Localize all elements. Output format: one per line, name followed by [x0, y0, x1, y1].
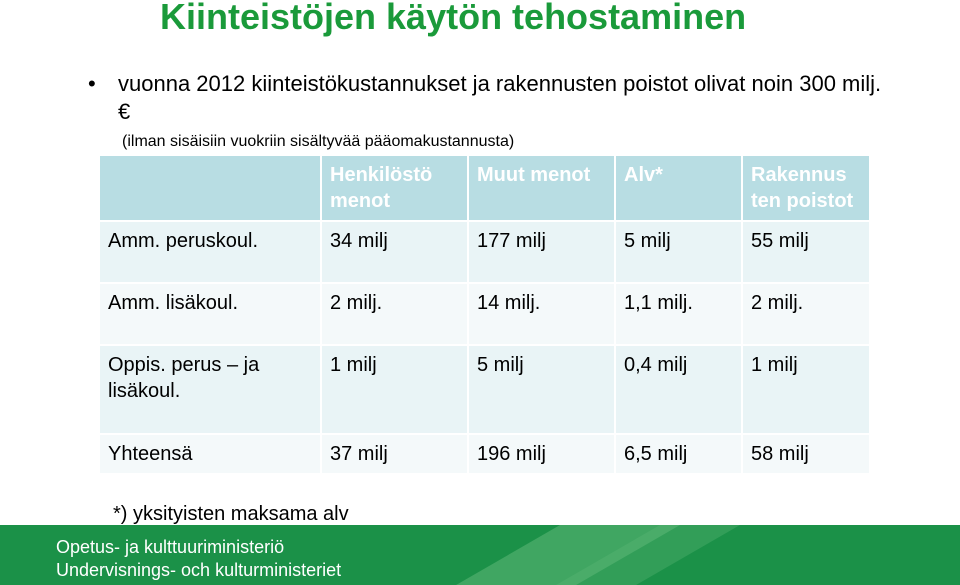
- ministry-name-sv: Undervisnings- och kulturministeriet: [56, 560, 342, 580]
- header-depreciation: Rakennus ten poistot: [743, 156, 869, 220]
- table-cell: 55 milj: [743, 222, 869, 282]
- table-cell: 14 milj.: [469, 284, 614, 344]
- table-cell: 1 milj: [743, 346, 869, 433]
- bullet-subnote: (ilman sisäisiin vuokriin sisältyvää pääomakustannusta): [122, 133, 515, 150]
- row-label: Oppis. perus – ja lisäkoul.: [100, 346, 320, 433]
- header-corner: [100, 156, 320, 220]
- table-cell: 6,5 milj: [616, 435, 741, 473]
- table-cell: 2 milj.: [743, 284, 869, 344]
- table-cell: 1,1 milj.: [616, 284, 741, 344]
- cost-table: [98, 154, 871, 475]
- ministry-name-fi: Opetus- ja kulttuuriministeriö: [56, 537, 285, 557]
- row-label: Amm. lisäkoul.: [100, 284, 320, 344]
- table-cell: 177 milj: [469, 222, 614, 282]
- footnote: *) yksityisten maksama alv: [113, 503, 349, 525]
- table-cell: 5 milj: [616, 222, 741, 282]
- row-label: Amm. peruskoul.: [100, 222, 320, 282]
- table-cell: 1 milj: [322, 346, 467, 433]
- table-cell: 58 milj: [743, 435, 869, 473]
- table-row: [100, 284, 869, 344]
- slide-title: Kiinteistöjen käytön tehostaminen: [160, 0, 747, 37]
- table-row-total: [100, 435, 869, 473]
- table-cell: 34 milj: [322, 222, 467, 282]
- table-cell: 0,4 milj: [616, 346, 741, 433]
- table-cell: 196 milj: [469, 435, 614, 473]
- bullet-text: vuonna 2012 kiinteistökustannukset ja rakennusten poistot olivat noin 300 milj. €: [118, 71, 882, 124]
- header-other-costs: Muut menot: [469, 156, 614, 220]
- footer-banner: [0, 525, 960, 585]
- table-row: [100, 222, 869, 282]
- bullet-symbol: •: [88, 71, 96, 96]
- header-vat: Alv*: [616, 156, 741, 220]
- table-cell: 37 milj: [322, 435, 467, 473]
- table-row: [100, 346, 869, 433]
- table-cell: 5 milj: [469, 346, 614, 433]
- row-label: Yhteensä: [100, 435, 320, 473]
- table-cell: 2 milj.: [322, 284, 467, 344]
- table-header-row: [100, 156, 869, 220]
- header-staff-costs: Henkilöstö menot: [322, 156, 467, 220]
- ministry-name: [56, 536, 341, 582]
